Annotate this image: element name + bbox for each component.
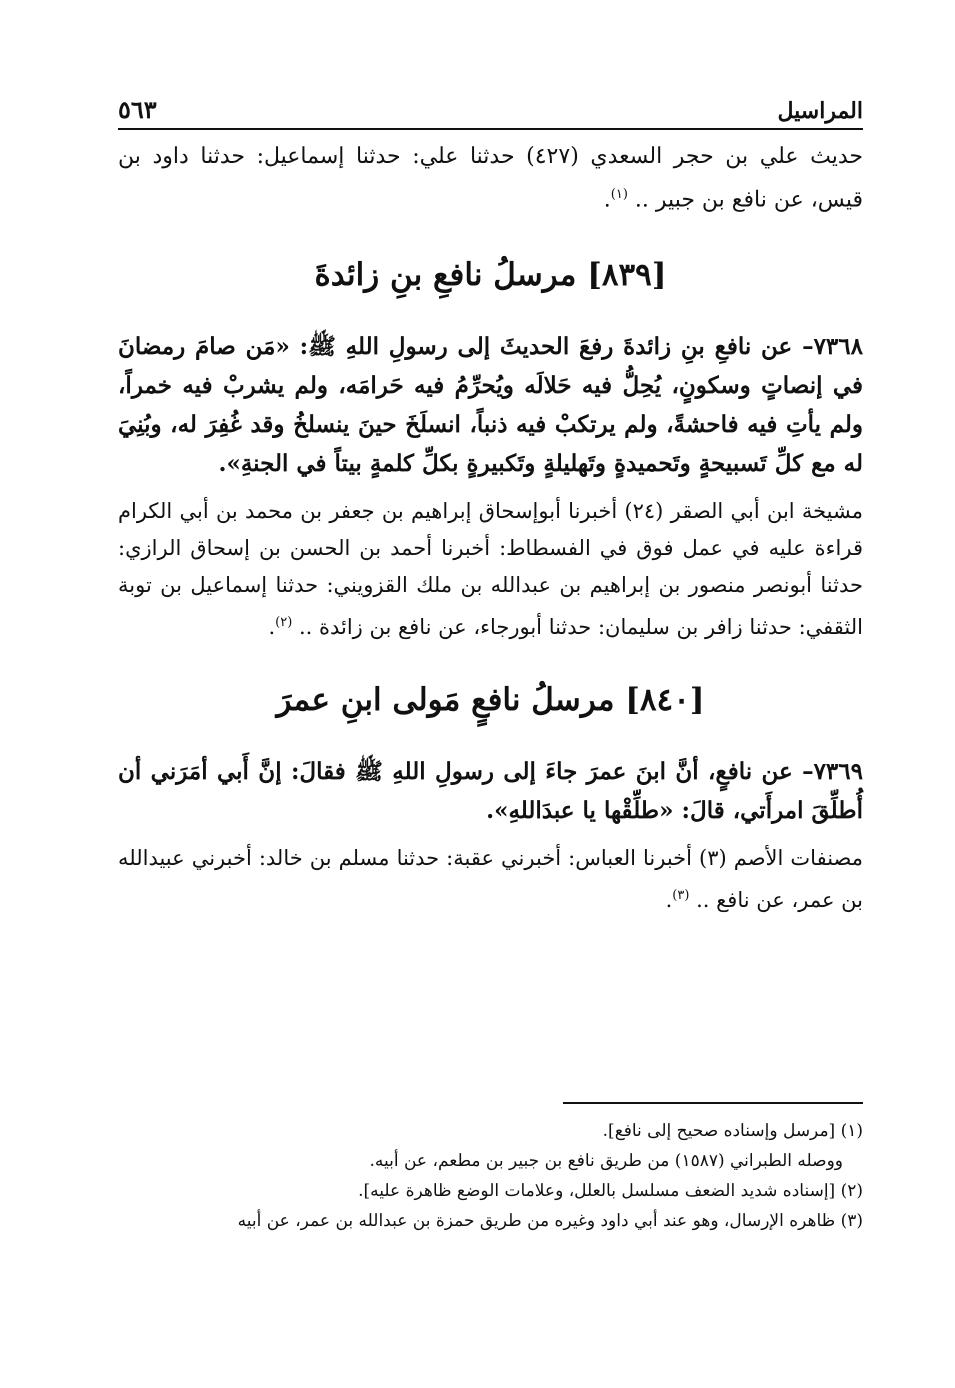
page-header [118,86,863,130]
intro-text: حديث علي بن حجر السعدي (٤٢٧) حدثنا علي: حدثنا إسماعيل: حدثنا داود بن قيس، عن نافع بن جبير .. [118,144,863,213]
footnote-1: (١) [مرسل وإسناده صحيح إلى نافع]. [602,1121,863,1141]
footnote-separator [563,1102,863,1104]
section-title: [٨٤٠] مرسلُ نافعٍ مَولى ابنِ عمرَ [276,682,705,719]
hadith-text: ٧٣٦٩– عن نافعٍ، أنَّ ابنَ عمرَ جاءَ إلى رسولِ اللهِ ﷺ فقالَ: إنَّ أَبي أمَرَني أن أُطلِّقَ امرأَتي، قالَ: «طلِّقْها يا عبدَاللهِ». [118,758,863,825]
hadith-text: ٧٣٦٨– عن نافعِ بنِ زائدةَ رفعَ الحديثَ إلى رسولِ اللهِ ﷺ: «مَن صامَ رمضانَ في إنصاتٍ وسكونٍ، يُحِلُّ فيه حَلالَه ويُحرِّمُ فيه حَرامَه، ولم يشربْ فيه خمراً، ولم يأتِ فيه فاحشةً، ولم يرتكبْ فيه ذنباً، انسلَخَ حينَ ينسلخُ وقد غُفِرَ له، وبُنِيَ له مع كلِّ تَسبيحةٍ وتَحميدةٍ وتَهليلةٍ وتَكبيرةٍ بكلِّ كلمةٍ بيتاً في الجنةِ». [118,333,863,478]
section-840 [118,682,863,919]
source-paragraph [118,840,863,919]
source-end: . [665,888,673,913]
source-paragraph [118,493,863,646]
footnote-reference: (٣) [672,888,690,904]
source-end: . [268,615,276,640]
footnote-reference: (١) [610,187,628,202]
section-title: [٨٣٩] مرسلُ نافعِ بنِ زائدةَ [314,257,667,294]
footnotes [118,1102,863,1236]
intro-paragraph [118,138,863,219]
page-number: ٥٦٣ [118,95,157,124]
footnote-2: (٢) [إسناده شديد الضعف مسلسل بالعلل، وعلامات الوضع ظاهرة عليه]. [358,1181,863,1201]
source-text: مشيخة ابن أبي الصقر (٢٤) أخبرنا أبوإسحاق إبراهيم بن جعفر بن محمد بن أبي الكرام قراءة عليه في عمل فوق في الفسطاط: أخبرنا أحمد بن الحسن بن إسحاق الرازي: حدثنا أبونصر منصور بن إبراهيم بن عبدالله بن ملك القزويني: حدثنا إسماعيل بن توبة الثقفي: حدثنا زافر بن سليمان: حدثنا أبورجاء، عن نافع بن زائدة .. [118,499,864,640]
footnote-reference: (٢) [275,615,293,631]
footnote-3: (٣) ظاهره الإرسال، وهو عند أبي داود وغيره من طريق حمزة بن عبدالله بن عمر، عن أبيه [237,1211,863,1231]
section-839 [118,257,863,646]
source-text: مصنفات الأصم (٣) أخبرنا العباس: أخبرني عقبة: حدثنا مسلم بن خالد: أخبرني عبيدالله بن عمر، عن نافع .. [118,846,863,913]
page-body [118,138,863,919]
intro-end: . [603,187,611,213]
running-title: المراسيل [777,98,863,124]
footnote-1-continuation: ووصله الطبراني (١٥٨٧) من طريق نافع بن جبير بن مطعم، عن أبيه. [369,1151,843,1171]
